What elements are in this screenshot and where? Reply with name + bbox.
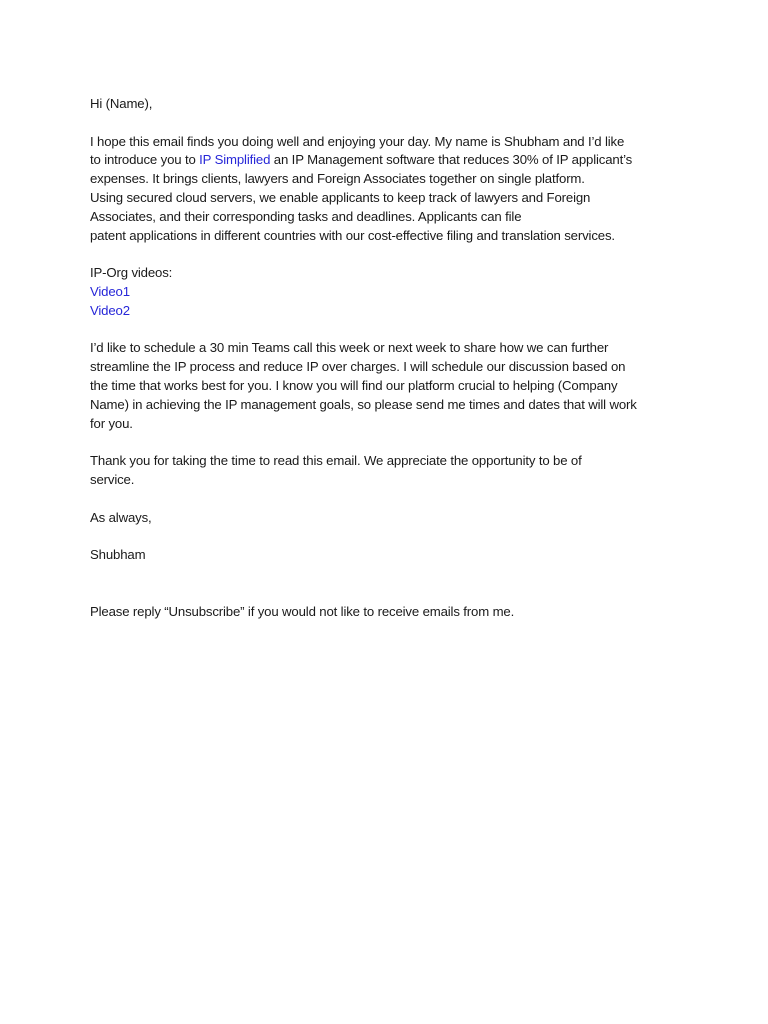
unsubscribe-note: Please reply “Unsubscribe” if you would not like to receive emails from me. [90, 603, 515, 619]
greeting: Hi (Name), [90, 96, 153, 111]
intro-line-1: I hope this email finds you doing well and enjoying your day. My name is Shubham and I’d like [90, 133, 625, 149]
schedule-line-5: for you. [90, 415, 133, 431]
schedule-line-3: the time that works best for you. I know you will find our platform crucial to helping (Company [90, 377, 618, 393]
closing: As always, [90, 509, 152, 525]
intro-line-2-post: an IP Management software that reduces 30% of IP applicant’s [270, 152, 633, 168]
videos-label: IP-Org videos: [90, 265, 173, 281]
signature: Shubham [90, 547, 146, 563]
schedule-line-4: Name) in achieving the IP management goals, so please send me times and dates that will work [90, 396, 637, 412]
video2-link[interactable]: Video2 [90, 302, 130, 318]
intro-line-2-pre: to introduce you to [90, 152, 200, 168]
schedule-line-1: I’d like to schedule a 30 min Teams call this week or next week to share how we can further [90, 340, 609, 356]
intro-line-4: Using secured cloud servers, we enable applicants to keep track of lawyers and Foreign [90, 189, 591, 205]
schedule-line-2: streamline the IP process and reduce IP over charges. I will schedule our discussion based on [90, 359, 626, 375]
intro-line-2 [90, 151, 768, 170]
intro-line-3: expenses. It brings clients, lawyers and Foreign Associates together on single platform. [90, 171, 585, 187]
thanks-line-1: Thank you for taking the time to read this email. We appreciate the opportunity to be of [90, 453, 582, 469]
intro-line-6: patent applications in different countries with our cost-effective filing and translation services. [90, 227, 615, 243]
intro-line-5: Associates, and their corresponding tasks and deadlines. Applicants can file [90, 208, 522, 224]
ip-simplified-link[interactable]: IP Simplified [199, 152, 271, 168]
thanks-line-2: service. [90, 471, 135, 487]
video1-link[interactable]: Video1 [90, 283, 130, 299]
